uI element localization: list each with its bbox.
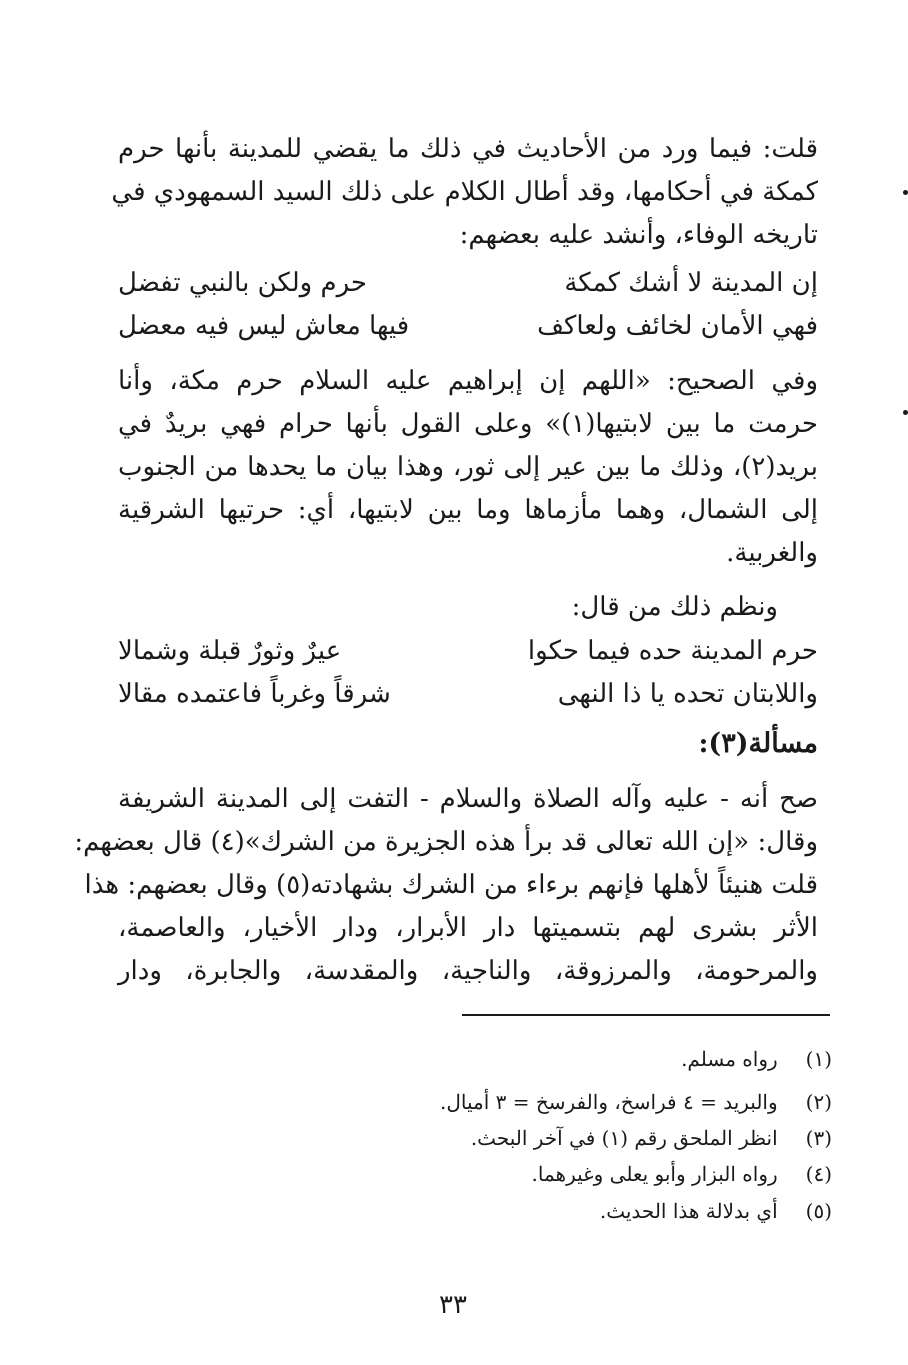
footnote-text: رواه البزار وأبو يعلى وغيرهما.	[531, 1162, 778, 1186]
verse-first-hemistich: إن المدينة لا أشك كمكة	[564, 268, 818, 298]
footnote-number: (٥)	[805, 1199, 832, 1223]
text-line: وفي الصحيح: «اللهم إن إبراهيم عليه السلام حرم مكة، وأنا	[118, 366, 818, 396]
text-line: حرمت ما بين لابتيها(١)» وعلى القول بأنها حرام فهي بريدٌ في	[118, 409, 818, 439]
verse-first-hemistich: فهي الأمان لخائف ولعاكف	[537, 311, 818, 341]
text-line: قلت: فيما ورد من الأحاديث في ذلك ما يقضي للمدينة بأنها حرم	[118, 134, 818, 164]
footnote	[600, 1198, 832, 1224]
paragraph-3	[118, 586, 818, 629]
footnote	[532, 1161, 832, 1187]
page-number: ٣٣	[439, 1290, 467, 1320]
paragraph-1	[111, 128, 818, 257]
text-line: إلى الشمال، وهما مأزماها وما بين لابتيها، أي: حرتيها الشرقية	[118, 495, 818, 525]
footnote-text: أي بدلالة هذا الحديث.	[599, 1199, 778, 1223]
paragraph-4	[74, 778, 818, 993]
text-line: والمرحومة، والمرزوقة، والناجية، والمقدسة، والجابرة، ودار	[118, 956, 818, 986]
text-line: بريد(٢)، وذلك ما بين عير إلى ثور، وهذا بيان ما يحدها من الجنوب	[118, 452, 818, 482]
text-line: ونظم ذلك من قال:	[571, 592, 778, 622]
section-heading: مسألة(٣):	[698, 728, 818, 759]
paragraph-2	[118, 360, 818, 575]
verse-first-hemistich: واللابتان تحده يا ذا النهى	[557, 679, 818, 709]
footnote-separator	[462, 1014, 830, 1016]
text-line: والغربية.	[726, 538, 818, 568]
poem-verse	[118, 630, 818, 673]
poem-2	[118, 630, 818, 716]
margin-dot	[903, 410, 908, 415]
margin-dot	[903, 190, 908, 195]
text-line: صح أنه - عليه وآله الصلاة والسلام - التفت إلى المدينة الشريفة	[118, 784, 818, 814]
verse-second-hemistich: فيها معاش ليس فيه معضل	[118, 311, 410, 341]
verse-second-hemistich: شرقاً وغرباً فاعتمده مقالا	[118, 679, 391, 709]
text-line: الأثر بشرى لهم بتسميتها دار الأبرار، ودار الأخيار، والعاصمة،	[118, 913, 818, 943]
footnote-text: انظر الملحق رقم (١) في آخر البحث.	[470, 1126, 778, 1150]
footnote-number: (١)	[805, 1047, 832, 1071]
footnote-number: (٤)	[805, 1162, 832, 1186]
text-line: وقال: «إن الله تعالى قد برأ هذه الجزيرة من الشرك»(٤) قال بعضهم:	[74, 827, 818, 857]
poem-verse	[118, 262, 818, 305]
footnote	[681, 1046, 832, 1072]
poem-verse	[118, 305, 818, 348]
poem-1	[118, 262, 818, 348]
footnote-number: (٣)	[805, 1126, 832, 1150]
text-line: كمكة في أحكامها، وقد أطال الكلام على ذلك السيد السمهودي في	[111, 177, 818, 207]
verse-first-hemistich: حرم المدينة حده فيما حكوا	[527, 636, 818, 666]
footnote-text: رواه مسلم.	[681, 1047, 778, 1071]
poem-verse	[118, 673, 818, 716]
text-line: قلت هنيئاً لأهلها فإنهم برءاء من الشرك بشهادته(٥) وقال بعضهم: هذا	[84, 870, 818, 900]
footnote	[440, 1089, 832, 1115]
footnote-text: والبريد = ٤ فراسخ، والفرسخ = ٣ أميال.	[439, 1090, 778, 1114]
text-line: تاريخه الوفاء، وأنشد عليه بعضهم:	[459, 220, 818, 250]
verse-second-hemistich: عيرٌ وثورٌ قبلة وشمالا	[118, 636, 342, 666]
verse-second-hemistich: حرم ولكن بالنبي تفضل	[118, 268, 368, 298]
footnote-number: (٢)	[805, 1090, 832, 1114]
footnote	[471, 1125, 832, 1151]
